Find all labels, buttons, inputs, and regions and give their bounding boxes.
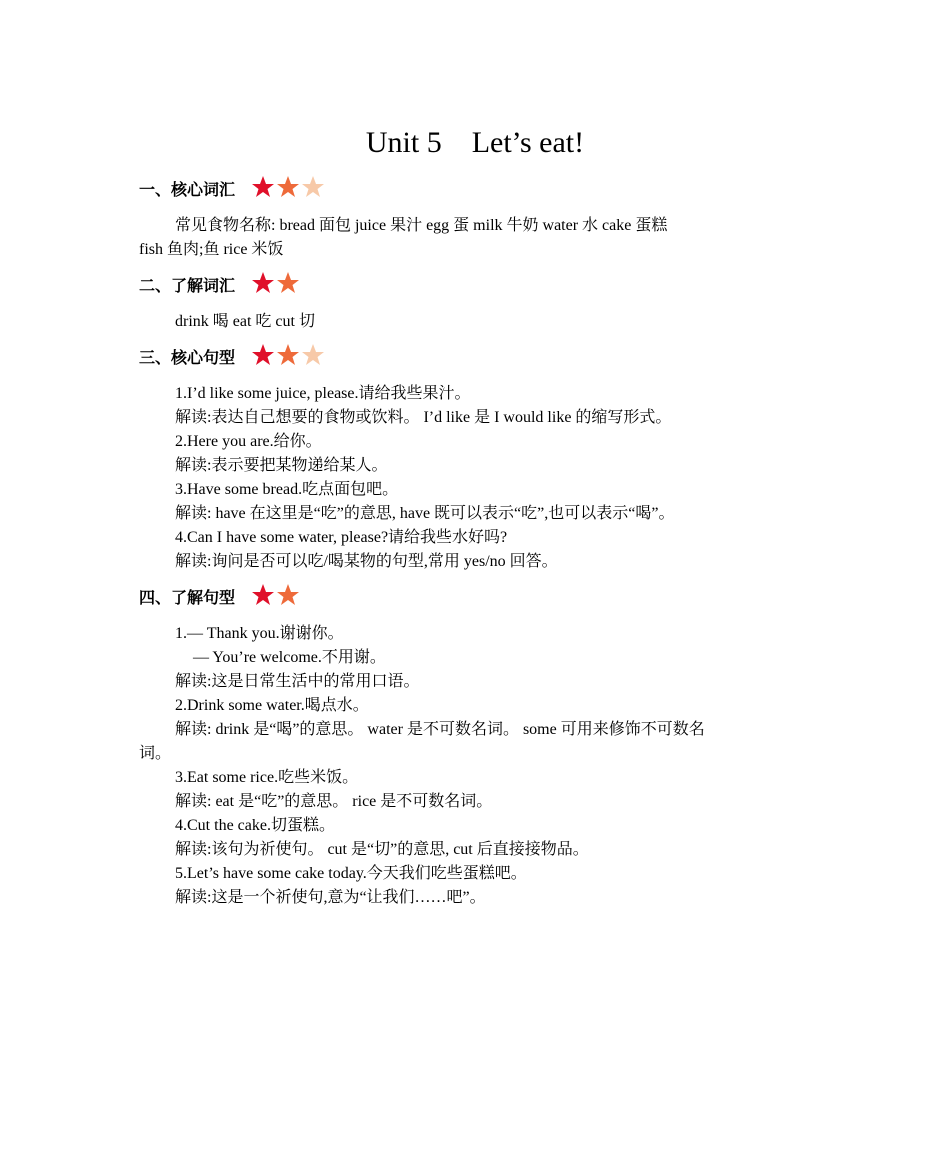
star-icon <box>251 343 275 367</box>
text-line: drink 喝 eat 吃 cut 切 <box>175 313 315 330</box>
text-line: 1.— Thank you.谢谢你。 <box>175 625 344 642</box>
text-line: 2.Drink some water.喝点水。 <box>175 697 369 714</box>
text-line: 解读: have 在这里是“吃”的意思, have 既可以表示“吃”,也可以表示“喝”。 <box>175 505 675 522</box>
text-line: 解读: eat 是“吃”的意思。 rice 是不可数名词。 <box>175 793 493 810</box>
star-icon <box>251 583 275 607</box>
text-line: 解读:该句为祈使句。 cut 是“切”的意思, cut 后直接接物品。 <box>175 841 589 858</box>
star-icon <box>276 175 300 199</box>
section-heading-extended-sentences <box>139 585 301 611</box>
text-line: 1.I’d like some juice, please.请给我些果汁。 <box>175 385 471 402</box>
text-line: 5.Let’s have some cake today.今天我们吃些蛋糕吧。 <box>175 865 527 882</box>
section-heading-extended-vocabulary <box>139 273 301 299</box>
text-line: 3.Eat some rice.吃些米饭。 <box>175 769 359 786</box>
star-icon <box>251 271 275 295</box>
page-title: Unit 5 Let’s eat! <box>365 126 585 159</box>
text-line: 4.Can I have some water, please?请给我些水好吗? <box>175 529 508 546</box>
section-heading-text: 一、核心词汇 <box>139 180 236 199</box>
star-icon <box>301 343 325 367</box>
text-line: 3.Have some bread.吃点面包吧。 <box>175 481 399 498</box>
difficulty-stars <box>251 583 301 607</box>
difficulty-stars <box>251 271 301 295</box>
section-heading-text: 二、了解词汇 <box>139 276 236 295</box>
text-line: 解读:表达自己想要的食物或饮料。 I’d like 是 I would like 的缩写形式。 <box>175 409 672 426</box>
text-line: 解读:这是日常生活中的常用口语。 <box>175 673 420 690</box>
text-line: 常见食物名称: bread 面包 juice 果汁 egg 蛋 milk 牛奶 water 水 cake 蛋糕 <box>175 217 668 234</box>
star-icon <box>276 343 300 367</box>
text-line: 词。 <box>139 745 172 762</box>
difficulty-stars <box>251 175 326 199</box>
text-line: 解读:这是一个祈使句,意为“让我们……吧”。 <box>175 889 486 906</box>
section-heading-text: 三、核心句型 <box>139 348 236 367</box>
star-icon <box>251 175 275 199</box>
section-heading-text: 四、了解句型 <box>139 588 236 607</box>
text-line: fish 鱼肉;鱼 rice 米饭 <box>139 241 284 258</box>
text-line: 2.Here you are.给你。 <box>175 433 322 450</box>
star-icon <box>276 583 300 607</box>
text-line: 4.Cut the cake.切蛋糕。 <box>175 817 335 834</box>
text-line: — You’re welcome.不用谢。 <box>193 649 386 666</box>
section-heading-core-sentences <box>139 345 326 371</box>
text-line: 解读:询问是否可以吃/喝某物的句型,常用 yes/no 回答。 <box>175 553 558 570</box>
text-line: 解读: drink 是“喝”的意思。 water 是不可数名词。 some 可用来修饰不可数名 <box>175 721 705 738</box>
section-heading-core-vocabulary <box>139 177 326 203</box>
text-line: 解读:表示要把某物递给某人。 <box>175 457 388 474</box>
difficulty-stars <box>251 343 326 367</box>
star-icon <box>276 271 300 295</box>
star-icon <box>301 175 325 199</box>
